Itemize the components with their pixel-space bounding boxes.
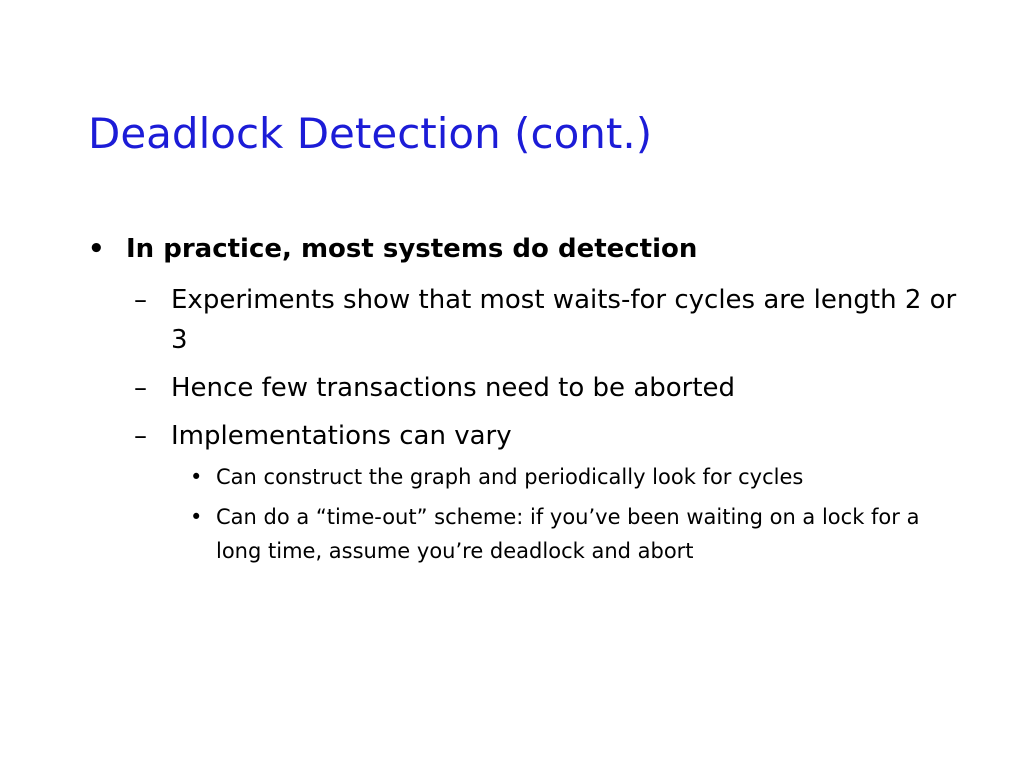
bullet-text: Implementations can vary <box>171 421 512 451</box>
bullet-marker: • <box>190 505 203 529</box>
bullet-marker: • <box>190 465 203 489</box>
bullet-level2 <box>134 280 968 360</box>
bullet-text: Can construct the graph and periodically look for cycles <box>216 465 804 489</box>
bullet-level3 <box>190 460 968 494</box>
bullet-level1 <box>88 228 968 270</box>
bullet-text: In practice, most systems do detection <box>126 234 698 264</box>
bullet-text: Can do a “time-out” scheme: if you’ve been waiting on a lock for a long time, assume you’re deadlock and abort <box>216 505 920 563</box>
dash-marker: – <box>134 285 147 315</box>
dash-marker: – <box>134 421 147 451</box>
slide-content <box>88 228 968 568</box>
bullet-level3 <box>190 500 968 568</box>
dash-marker: – <box>134 373 147 403</box>
bullet-text: Hence few transactions need to be aborted <box>171 373 736 403</box>
slide-title: Deadlock Detection (cont.) <box>88 109 653 158</box>
bullet-text: Experiments show that most waits-for cycles are length 2 or 3 <box>171 285 957 355</box>
bullet-level2 <box>134 368 968 408</box>
bullet-marker: • <box>88 234 105 264</box>
bullet-level2 <box>134 416 968 456</box>
